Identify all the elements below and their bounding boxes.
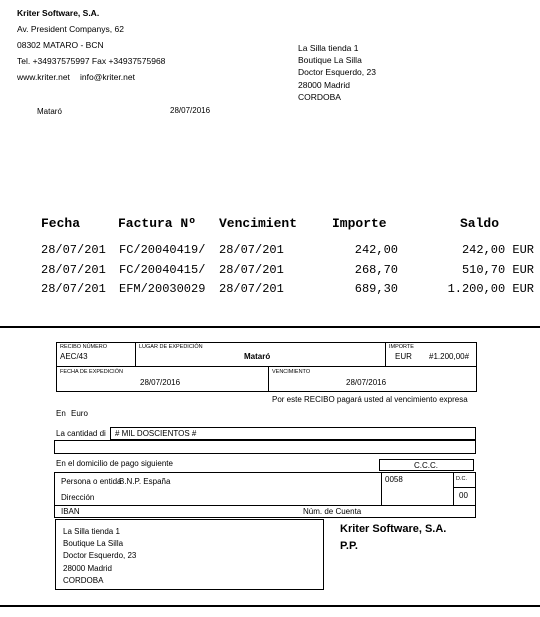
cantidad-field-2	[54, 440, 476, 454]
col-header-factura: Factura Nº	[118, 216, 197, 231]
section-divider	[0, 605, 540, 607]
lugar-label: LUGAR DE EXPEDICIÓN	[139, 344, 203, 350]
cantidad-label: La cantidad di	[56, 429, 106, 438]
cell-vencimiento: 28/07/201	[219, 263, 284, 277]
address-line: Boutique La Silla	[63, 539, 124, 549]
divider	[56, 366, 477, 367]
divider	[54, 505, 476, 506]
recipient-line: CORDOBA	[298, 91, 341, 102]
dc-label: D.C.	[456, 476, 467, 482]
recipient-line: La Silla tienda 1	[298, 43, 359, 53]
direccion-label: Dirección	[61, 493, 95, 502]
en-label: En	[56, 409, 66, 418]
cell-factura: EFM/20030029	[119, 282, 206, 296]
fecha-expedicion-label: FECHA DE EXPEDICIÓN	[60, 369, 123, 375]
iban-label: IBAN	[61, 507, 80, 516]
persona-value: B.N.P. España	[119, 477, 171, 486]
importe-currency: EUR	[395, 352, 412, 361]
col-header-saldo: Saldo	[460, 216, 500, 231]
company-phone-fax: Tel. +34937575997 Fax +34937575968	[17, 56, 166, 66]
importe-label: IMPORTE	[389, 344, 414, 350]
company-address: Av. President Companys, 62	[17, 24, 124, 34]
recipient-line: Doctor Esquerdo, 23	[298, 67, 376, 78]
cell-fecha: 28/07/201	[41, 282, 106, 296]
address-line: 28000 Madrid	[63, 563, 112, 573]
divider	[385, 342, 386, 366]
company-city: 08302 MATARO - BCN	[17, 40, 104, 50]
vencimiento-value: 28/07/2016	[346, 378, 387, 387]
cell-importe: 268,70	[354, 263, 398, 277]
divider	[453, 472, 454, 505]
cell-factura: FC/20040415/	[119, 263, 206, 277]
cell-importe: 689,30	[354, 282, 398, 296]
ccc-bank: 0058	[385, 475, 403, 484]
col-header-fecha: Fecha	[41, 216, 81, 231]
pp-label: P.P.	[340, 540, 358, 552]
cell-fecha: 28/07/201	[41, 243, 106, 257]
recipient-address	[298, 42, 376, 103]
place: Mataró	[37, 107, 62, 116]
section-divider	[0, 326, 540, 328]
recipient-line: 28000 Madrid	[298, 79, 350, 90]
cell-factura: FC/20040419/	[119, 243, 206, 257]
company-email: info@kriter.net	[80, 72, 135, 82]
company-name: Kriter Software, S.A.	[17, 8, 100, 18]
address-line: Doctor Esquerdo, 23	[63, 551, 137, 561]
divider	[135, 342, 136, 366]
firma-company: Kriter Software, S.A.	[340, 523, 447, 535]
cell-vencimiento: 28/07/201	[219, 243, 284, 257]
company-web: www.kriter.net	[17, 72, 70, 82]
cell-fecha: 28/07/201	[41, 263, 106, 277]
en-value: Euro	[71, 409, 88, 418]
address-line: La Silla tienda 1	[63, 527, 120, 536]
recipient-line: Boutique La Silla	[298, 55, 362, 66]
cantidad-value: # MIL DOSCIENTOS #	[115, 429, 197, 438]
ccc-label: C.C.C.	[414, 461, 438, 470]
date: 28/07/2016	[170, 106, 211, 115]
address-line: CORDOBA	[63, 575, 104, 585]
recibo-numero: AEC/43	[60, 352, 88, 361]
num-cuenta-label: Núm. de Cuenta	[303, 507, 362, 516]
dc-value: 00	[459, 491, 468, 500]
divider	[381, 472, 382, 505]
persona-label: Persona o entida	[61, 477, 122, 486]
cell-importe: 242,00	[354, 243, 398, 257]
lugar-value: Mataró	[244, 352, 271, 361]
importe-value: #1.200,00#	[429, 352, 470, 361]
cell-saldo: 242,00 EUR	[461, 243, 534, 257]
divider	[268, 366, 269, 392]
cell-saldo: 1.200,00 EUR	[447, 282, 534, 296]
vencimiento-label: VENCIMIENTO	[272, 369, 311, 375]
col-header-importe: Importe	[332, 216, 387, 231]
recibo-numero-label: RECIBO NÚMERO	[60, 344, 108, 350]
pagara-text: Por este RECIBO pagará usted al vencimiento expresa	[272, 395, 468, 404]
fecha-expedicion: 28/07/2016	[140, 378, 181, 387]
domicilio-label: En el domicilio de pago siguiente	[56, 459, 173, 468]
recibo-address	[63, 526, 136, 587]
divider	[453, 487, 476, 488]
cell-vencimiento: 28/07/201	[219, 282, 284, 296]
col-header-vencimiento: Vencimient	[219, 216, 298, 231]
cell-saldo: 510,70 EUR	[461, 263, 534, 277]
